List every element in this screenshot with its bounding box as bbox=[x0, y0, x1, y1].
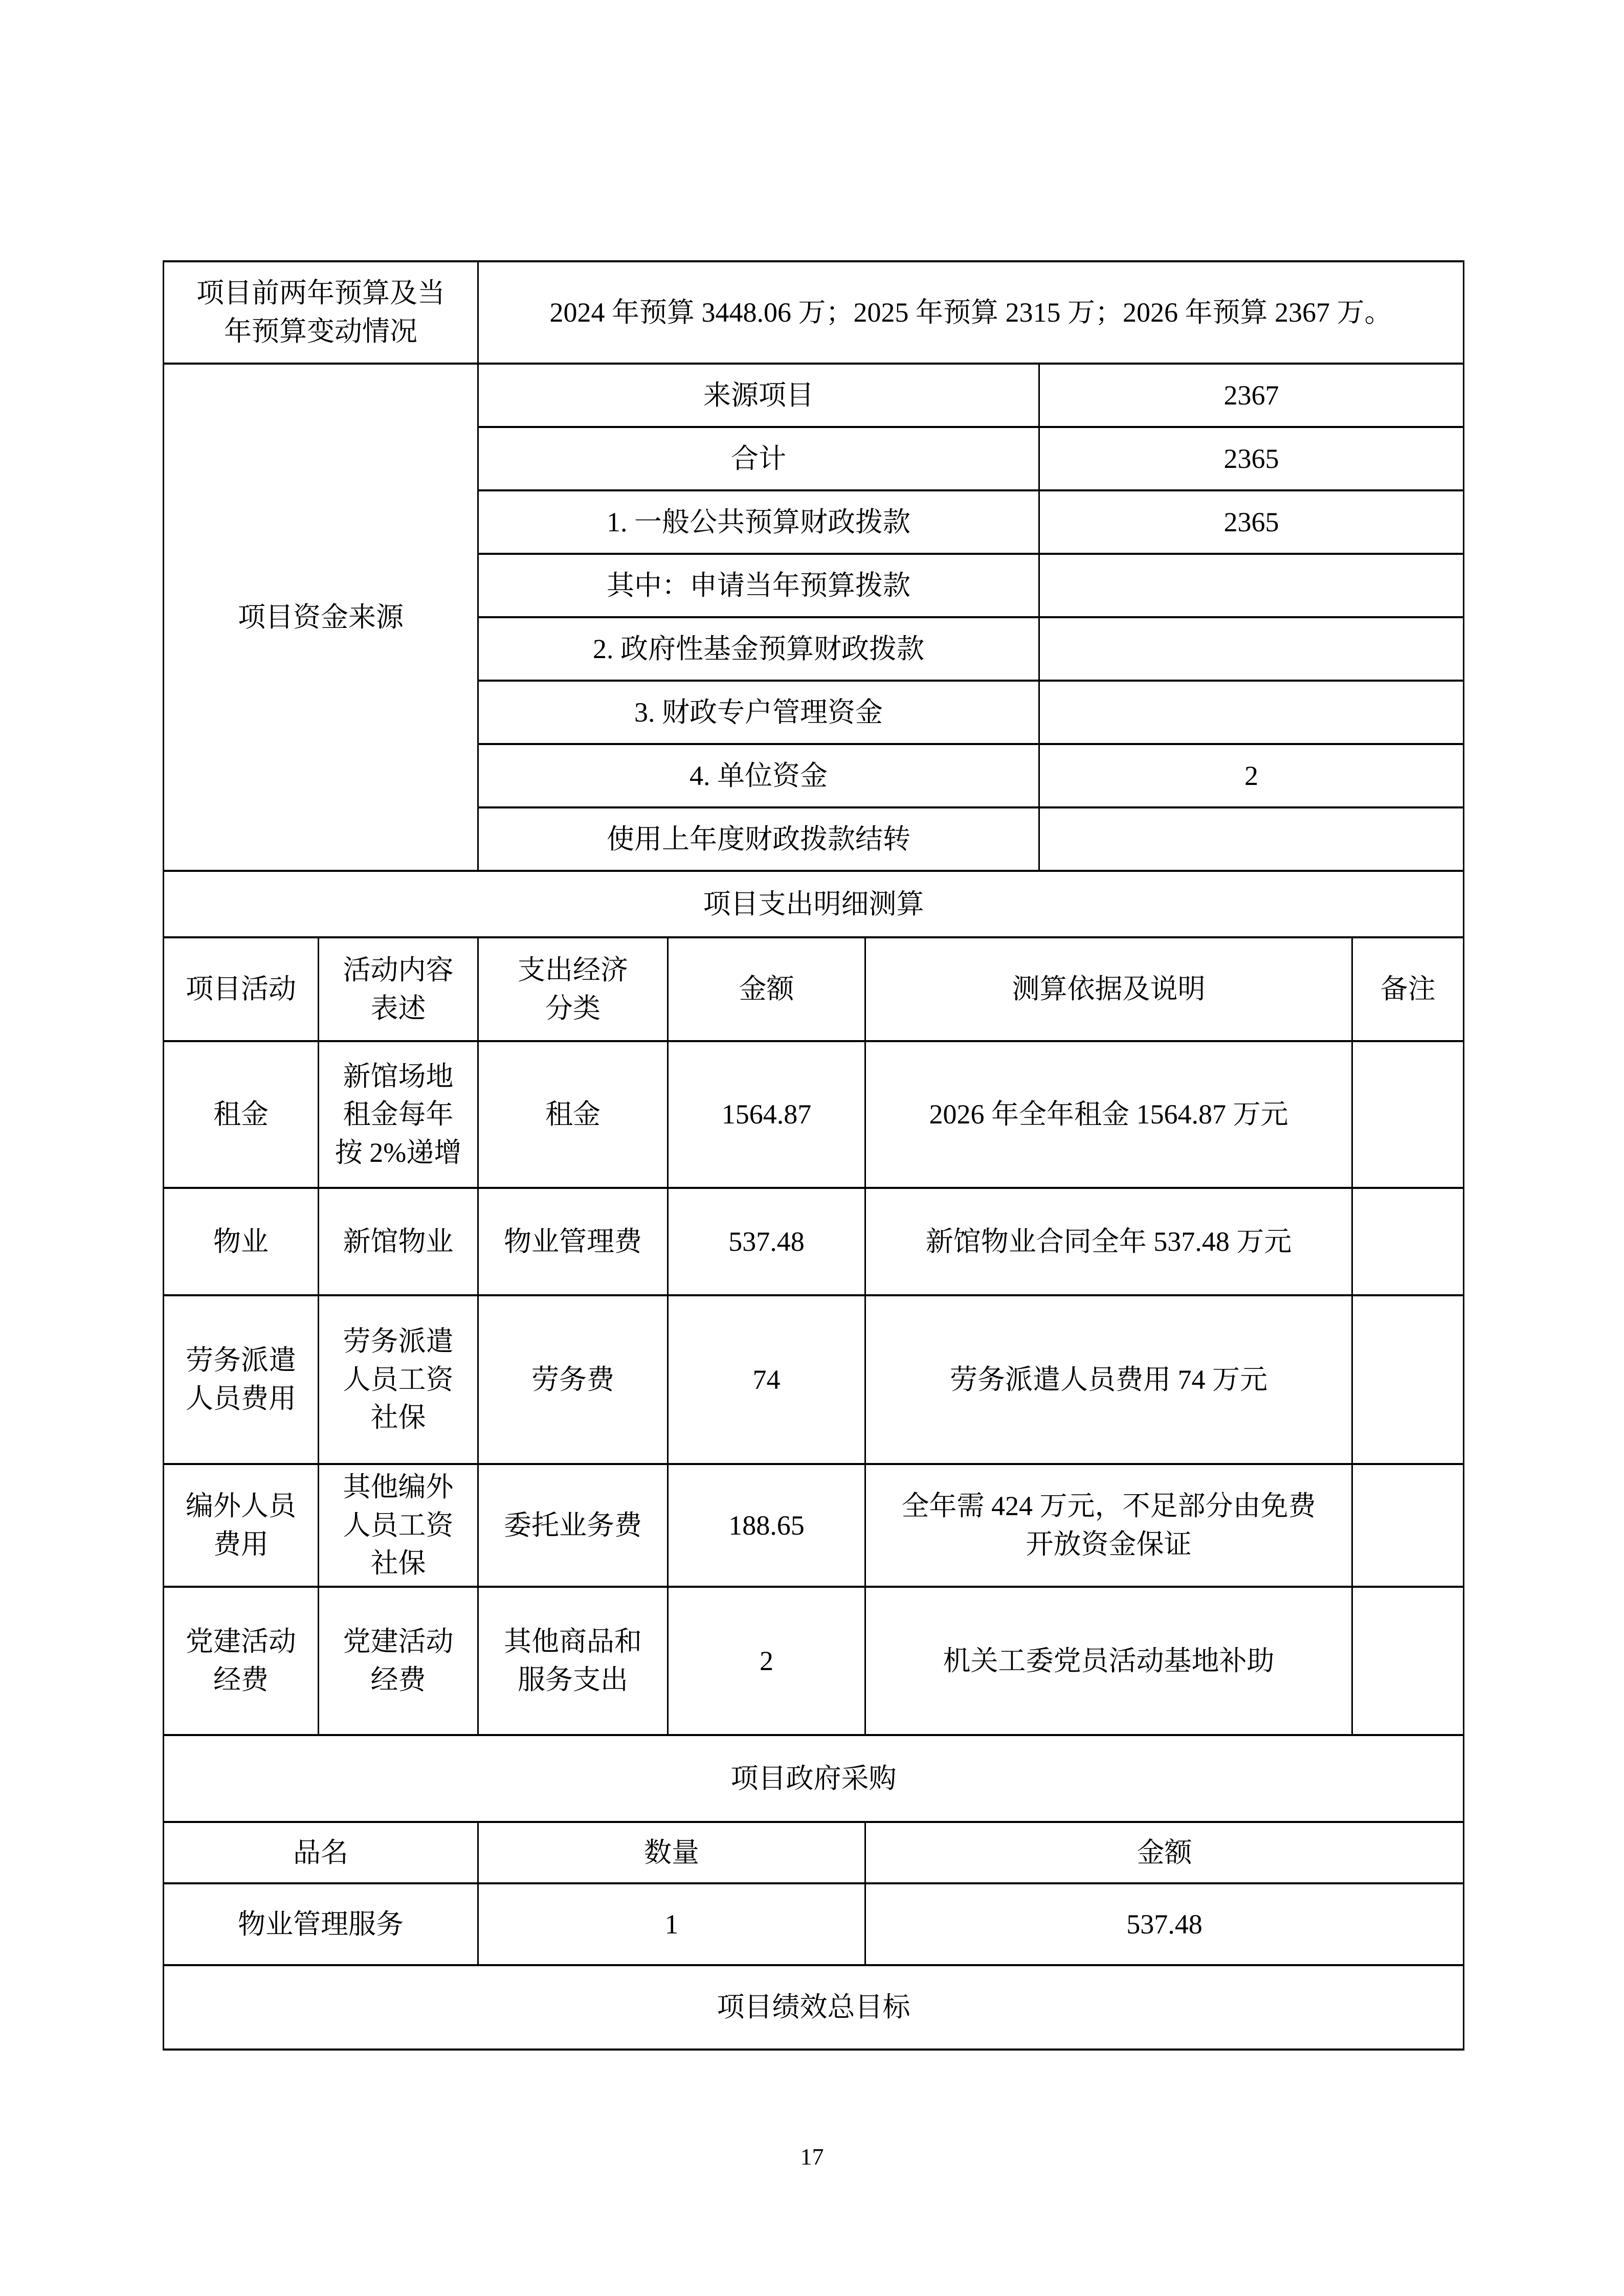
expense-amount: 537.48 bbox=[668, 1188, 865, 1295]
expense-basis: 2026 年全年租金 1564.87 万元 bbox=[865, 1041, 1352, 1188]
procurement-title-row bbox=[164, 1735, 1464, 1822]
expense-category: 劳务费 bbox=[478, 1295, 668, 1464]
funding-item-label: 来源项目 bbox=[478, 364, 1039, 427]
funding-item-value bbox=[1039, 554, 1464, 617]
funding-item-label: 使用上年度财政拨款结转 bbox=[478, 807, 1039, 871]
expense-row bbox=[164, 1188, 1464, 1295]
expense-header-amount: 金额 bbox=[668, 937, 865, 1041]
page-number: 17 bbox=[800, 2144, 824, 2170]
funding-item-label: 合计 bbox=[478, 427, 1039, 490]
funding-item-value: 2 bbox=[1039, 744, 1464, 807]
expense-description: 新馆场地 租金每年 按 2%递增 bbox=[319, 1041, 478, 1188]
procurement-header-amount: 金额 bbox=[865, 1822, 1464, 1883]
funding-item-label: 2. 政府性基金预算财政拨款 bbox=[478, 617, 1039, 681]
funding-item-value bbox=[1039, 681, 1464, 744]
funding-item-value: 2367 bbox=[1039, 364, 1464, 427]
expense-note bbox=[1352, 1295, 1464, 1464]
procurement-row bbox=[164, 1883, 1464, 1965]
expense-description: 党建活动 经费 bbox=[319, 1587, 478, 1735]
expense-header-row bbox=[164, 937, 1464, 1041]
expense-amount: 2 bbox=[668, 1587, 865, 1735]
expense-activity: 物业 bbox=[164, 1188, 319, 1295]
procurement-item-name: 物业管理服务 bbox=[164, 1883, 478, 1965]
procurement-item-quantity: 1 bbox=[478, 1883, 865, 1965]
expense-row bbox=[164, 1464, 1464, 1587]
expense-basis: 全年需 424 万元，不足部分由免费 开放资金保证 bbox=[865, 1464, 1352, 1587]
expense-category: 其他商品和 服务支出 bbox=[478, 1587, 668, 1735]
expense-header-description: 活动内容 表述 bbox=[319, 937, 478, 1041]
expense-title-row bbox=[164, 871, 1464, 937]
expense-category: 物业管理费 bbox=[478, 1188, 668, 1295]
funding-item-value bbox=[1039, 807, 1464, 871]
performance-section-title: 项目绩效总目标 bbox=[164, 1965, 1464, 2050]
expense-note bbox=[1352, 1464, 1464, 1587]
expense-note bbox=[1352, 1041, 1464, 1188]
funding-item-value: 2365 bbox=[1039, 427, 1464, 490]
procurement-item-amount: 537.48 bbox=[865, 1883, 1464, 1965]
expense-header-basis: 测算依据及说明 bbox=[865, 937, 1352, 1041]
expense-amount: 74 bbox=[668, 1295, 865, 1464]
procurement-header-name: 品名 bbox=[164, 1822, 478, 1883]
funding-item-value bbox=[1039, 617, 1464, 681]
expense-amount: 188.65 bbox=[668, 1464, 865, 1587]
expense-row bbox=[164, 1295, 1464, 1464]
expense-header-category: 支出经济 分类 bbox=[478, 937, 668, 1041]
procurement-header-quantity: 数量 bbox=[478, 1822, 865, 1883]
funding-row bbox=[164, 364, 1464, 427]
prior-budget-row bbox=[164, 261, 1464, 364]
expense-description: 其他编外 人员工资 社保 bbox=[319, 1464, 478, 1587]
expense-activity: 租金 bbox=[164, 1041, 319, 1188]
expense-category: 委托业务费 bbox=[478, 1464, 668, 1587]
funding-section-label: 项目资金来源 bbox=[164, 364, 478, 871]
expense-activity: 编外人员 费用 bbox=[164, 1464, 319, 1587]
expense-note bbox=[1352, 1587, 1464, 1735]
expense-row bbox=[164, 1587, 1464, 1735]
funding-item-label: 1. 一般公共预算财政拨款 bbox=[478, 490, 1039, 554]
expense-description: 劳务派遣 人员工资 社保 bbox=[319, 1295, 478, 1464]
expense-activity: 党建活动 经费 bbox=[164, 1587, 319, 1735]
funding-item-label: 其中：申请当年预算拨款 bbox=[478, 554, 1039, 617]
expense-amount: 1564.87 bbox=[668, 1041, 865, 1188]
funding-item-label: 4. 单位资金 bbox=[478, 744, 1039, 807]
prior-budget-label: 项目前两年预算及当 年预算变动情况 bbox=[164, 261, 478, 364]
expense-activity: 劳务派遣 人员费用 bbox=[164, 1295, 319, 1464]
expense-category: 租金 bbox=[478, 1041, 668, 1188]
expense-section-title: 项目支出明细测算 bbox=[164, 871, 1464, 937]
expense-note bbox=[1352, 1188, 1464, 1295]
expense-description: 新馆物业 bbox=[319, 1188, 478, 1295]
expense-header-activity: 项目活动 bbox=[164, 937, 319, 1041]
budget-detail-table bbox=[163, 260, 1464, 2051]
performance-title-row bbox=[164, 1965, 1464, 2050]
expense-row bbox=[164, 1041, 1464, 1188]
funding-item-value: 2365 bbox=[1039, 490, 1464, 554]
expense-header-note: 备注 bbox=[1352, 937, 1464, 1041]
prior-budget-content: 2024 年预算 3448.06 万；2025 年预算 2315 万；2026 年预算 2367 万。 bbox=[478, 261, 1464, 364]
expense-basis: 新馆物业合同全年 537.48 万元 bbox=[865, 1188, 1352, 1295]
procurement-header-row bbox=[164, 1822, 1464, 1883]
expense-basis: 劳务派遣人员费用 74 万元 bbox=[865, 1295, 1352, 1464]
procurement-section-title: 项目政府采购 bbox=[164, 1735, 1464, 1822]
expense-basis: 机关工委党员活动基地补助 bbox=[865, 1587, 1352, 1735]
funding-item-label: 3. 财政专户管理资金 bbox=[478, 681, 1039, 744]
